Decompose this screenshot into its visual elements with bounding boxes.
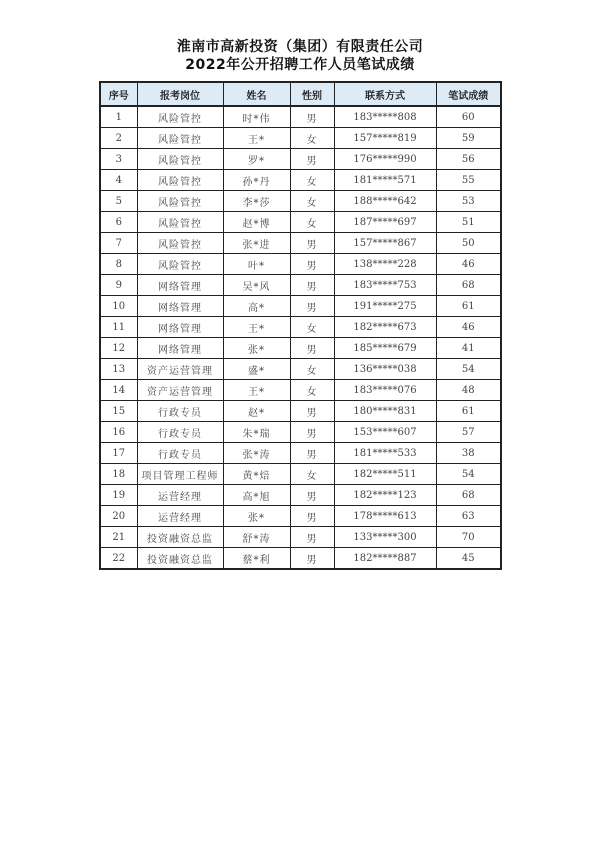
table-row <box>100 170 501 191</box>
cell-no: 13 <box>100 359 137 380</box>
cell-position: 资产运营管理 <box>137 359 223 380</box>
cell-name: 孙*丹 <box>223 170 290 191</box>
cell-name: 舒*涛 <box>223 527 290 548</box>
cell-position: 项目管理工程师 <box>137 464 223 485</box>
cell-phone: 153*****607 <box>334 422 436 443</box>
cell-score: 53 <box>436 191 501 212</box>
cell-name: 罗* <box>223 149 290 170</box>
table-row <box>100 506 501 527</box>
cell-phone: 181*****533 <box>334 443 436 464</box>
cell-phone: 136*****038 <box>334 359 436 380</box>
cell-position: 行政专员 <box>137 443 223 464</box>
table-body <box>100 106 501 569</box>
cell-position: 风险管控 <box>137 170 223 191</box>
table-row <box>100 254 501 275</box>
cell-no: 6 <box>100 212 137 233</box>
table-row <box>100 128 501 149</box>
table-row <box>100 338 501 359</box>
cell-gender: 男 <box>290 149 334 170</box>
header-name: 姓名 <box>223 82 290 106</box>
cell-name: 吴*风 <box>223 275 290 296</box>
cell-no: 15 <box>100 401 137 422</box>
cell-no: 11 <box>100 317 137 338</box>
table-row <box>100 149 501 170</box>
cell-score: 48 <box>436 380 501 401</box>
cell-score: 70 <box>436 527 501 548</box>
cell-gender: 男 <box>290 548 334 570</box>
cell-no: 22 <box>100 548 137 570</box>
cell-score: 61 <box>436 296 501 317</box>
header-no: 序号 <box>100 82 137 106</box>
table-row <box>100 443 501 464</box>
table-row <box>100 359 501 380</box>
cell-score: 56 <box>436 149 501 170</box>
cell-no: 17 <box>100 443 137 464</box>
cell-position: 投资融资总监 <box>137 527 223 548</box>
cell-score: 68 <box>436 275 501 296</box>
table-row <box>100 191 501 212</box>
cell-name: 赵*博 <box>223 212 290 233</box>
cell-name: 王* <box>223 128 290 149</box>
cell-score: 41 <box>436 338 501 359</box>
table-row <box>100 401 501 422</box>
document-title <box>0 38 600 74</box>
cell-position: 投资融资总监 <box>137 548 223 570</box>
cell-phone: 157*****867 <box>334 233 436 254</box>
cell-position: 资产运营管理 <box>137 380 223 401</box>
cell-gender: 女 <box>290 359 334 380</box>
cell-phone: 138*****228 <box>334 254 436 275</box>
cell-name: 李*莎 <box>223 191 290 212</box>
cell-name: 盛* <box>223 359 290 380</box>
cell-gender: 女 <box>290 170 334 191</box>
cell-score: 38 <box>436 443 501 464</box>
cell-no: 1 <box>100 106 137 128</box>
table-row <box>100 275 501 296</box>
cell-phone: 178*****613 <box>334 506 436 527</box>
cell-gender: 女 <box>290 464 334 485</box>
cell-position: 网络管理 <box>137 338 223 359</box>
results-table <box>99 81 502 570</box>
table-row <box>100 212 501 233</box>
cell-name: 王* <box>223 317 290 338</box>
cell-position: 网络管理 <box>137 317 223 338</box>
cell-gender: 男 <box>290 254 334 275</box>
cell-gender: 男 <box>290 275 334 296</box>
cell-phone: 182*****123 <box>334 485 436 506</box>
cell-name: 时*伟 <box>223 106 290 128</box>
cell-score: 57 <box>436 422 501 443</box>
title-company: 淮南市高新投资（集团）有限责任公司 <box>176 39 424 55</box>
table-row <box>100 527 501 548</box>
cell-score: 61 <box>436 401 501 422</box>
cell-position: 风险管控 <box>137 233 223 254</box>
cell-no: 5 <box>100 191 137 212</box>
cell-no: 3 <box>100 149 137 170</box>
table-row <box>100 106 501 128</box>
cell-name: 高*旭 <box>223 485 290 506</box>
cell-score: 55 <box>436 170 501 191</box>
cell-no: 2 <box>100 128 137 149</box>
header-position: 报考岗位 <box>137 82 223 106</box>
cell-phone: 187*****697 <box>334 212 436 233</box>
table-row <box>100 380 501 401</box>
cell-position: 行政专员 <box>137 401 223 422</box>
cell-name: 高* <box>223 296 290 317</box>
table-row <box>100 317 501 338</box>
cell-no: 12 <box>100 338 137 359</box>
cell-gender: 男 <box>290 485 334 506</box>
cell-score: 68 <box>436 485 501 506</box>
cell-name: 张*进 <box>223 233 290 254</box>
cell-score: 63 <box>436 506 501 527</box>
table-row <box>100 296 501 317</box>
table-row <box>100 485 501 506</box>
cell-gender: 男 <box>290 106 334 128</box>
cell-no: 16 <box>100 422 137 443</box>
cell-score: 46 <box>436 317 501 338</box>
cell-no: 14 <box>100 380 137 401</box>
cell-name: 叶* <box>223 254 290 275</box>
cell-phone: 176*****990 <box>334 149 436 170</box>
cell-phone: 182*****673 <box>334 317 436 338</box>
cell-name: 朱*瑞 <box>223 422 290 443</box>
header-score: 笔试成绩 <box>436 82 501 106</box>
cell-position: 风险管控 <box>137 128 223 149</box>
cell-name: 黄*焙 <box>223 464 290 485</box>
cell-no: 4 <box>100 170 137 191</box>
cell-name: 王* <box>223 380 290 401</box>
cell-score: 59 <box>436 128 501 149</box>
cell-position: 网络管理 <box>137 296 223 317</box>
cell-position: 风险管控 <box>137 149 223 170</box>
cell-gender: 男 <box>290 422 334 443</box>
header-gender: 性别 <box>290 82 334 106</box>
cell-position: 运营经理 <box>137 485 223 506</box>
cell-no: 9 <box>100 275 137 296</box>
cell-position: 风险管控 <box>137 254 223 275</box>
cell-score: 51 <box>436 212 501 233</box>
cell-gender: 男 <box>290 401 334 422</box>
cell-position: 行政专员 <box>137 422 223 443</box>
cell-no: 19 <box>100 485 137 506</box>
cell-phone: 183*****753 <box>334 275 436 296</box>
cell-gender: 男 <box>290 296 334 317</box>
cell-gender: 男 <box>290 443 334 464</box>
cell-gender: 女 <box>290 212 334 233</box>
cell-phone: 183*****076 <box>334 380 436 401</box>
title-subject: 2022年公开招聘工作人员笔试成绩 <box>185 57 415 73</box>
table-header-row <box>100 82 501 106</box>
cell-gender: 男 <box>290 506 334 527</box>
cell-phone: 188*****642 <box>334 191 436 212</box>
table-row <box>100 464 501 485</box>
table-row <box>100 233 501 254</box>
cell-no: 18 <box>100 464 137 485</box>
table-row <box>100 548 501 570</box>
cell-score: 45 <box>436 548 501 570</box>
cell-gender: 女 <box>290 380 334 401</box>
cell-name: 赵* <box>223 401 290 422</box>
cell-position: 风险管控 <box>137 106 223 128</box>
cell-phone: 185*****679 <box>334 338 436 359</box>
cell-position: 风险管控 <box>137 212 223 233</box>
cell-gender: 女 <box>290 191 334 212</box>
cell-phone: 181*****571 <box>334 170 436 191</box>
table-row <box>100 422 501 443</box>
cell-phone: 180*****831 <box>334 401 436 422</box>
cell-gender: 男 <box>290 338 334 359</box>
cell-score: 46 <box>436 254 501 275</box>
cell-phone: 191*****275 <box>334 296 436 317</box>
cell-phone: 157*****819 <box>334 128 436 149</box>
cell-name: 张* <box>223 506 290 527</box>
cell-name: 张* <box>223 338 290 359</box>
cell-gender: 男 <box>290 233 334 254</box>
cell-phone: 133*****300 <box>334 527 436 548</box>
cell-position: 风险管控 <box>137 191 223 212</box>
cell-no: 8 <box>100 254 137 275</box>
cell-phone: 182*****511 <box>334 464 436 485</box>
cell-score: 60 <box>436 106 501 128</box>
cell-name: 蔡*利 <box>223 548 290 570</box>
cell-score: 50 <box>436 233 501 254</box>
cell-score: 54 <box>436 359 501 380</box>
cell-no: 20 <box>100 506 137 527</box>
header-phone: 联系方式 <box>334 82 436 106</box>
cell-position: 运营经理 <box>137 506 223 527</box>
cell-gender: 女 <box>290 317 334 338</box>
cell-no: 7 <box>100 233 137 254</box>
cell-gender: 男 <box>290 527 334 548</box>
cell-phone: 182*****887 <box>334 548 436 570</box>
cell-phone: 183*****808 <box>334 106 436 128</box>
cell-score: 54 <box>436 464 501 485</box>
cell-no: 10 <box>100 296 137 317</box>
cell-name: 张*涛 <box>223 443 290 464</box>
cell-no: 21 <box>100 527 137 548</box>
cell-position: 网络管理 <box>137 275 223 296</box>
cell-gender: 女 <box>290 128 334 149</box>
